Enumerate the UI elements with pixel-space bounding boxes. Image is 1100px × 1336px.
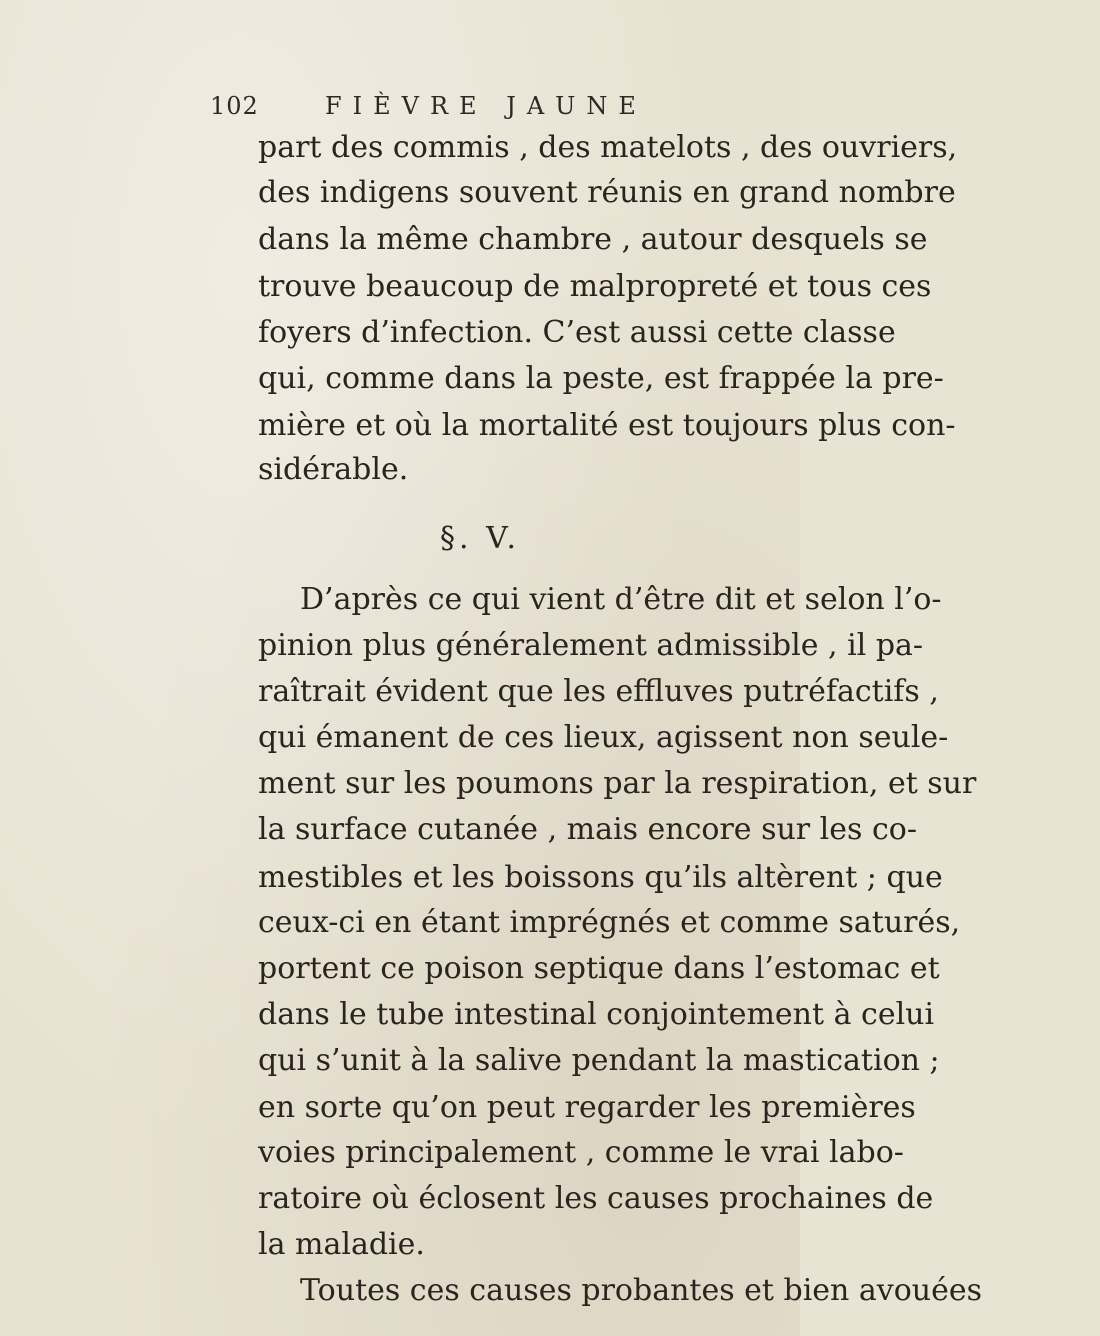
text-line: ratoire où éclosent les causes prochaines de xyxy=(258,1180,934,1216)
text-line: qui émanent de ces lieux, agissent non seule- xyxy=(258,719,949,755)
running-title: FIÈVRE JAUNE xyxy=(325,92,647,120)
section-heading: §. V. xyxy=(440,521,521,557)
text-line: pinion plus généralement admissible , il pa- xyxy=(258,627,924,663)
text-line: qui, comme dans la peste, est frappée la pre- xyxy=(258,360,944,396)
text-line: trouve beaucoup de malpropreté et tous ces xyxy=(258,268,932,304)
page-header xyxy=(210,92,647,132)
page-number: 102 xyxy=(210,92,259,120)
text-line: la surface cutanée , mais encore sur les co- xyxy=(258,812,917,848)
text-line: raîtrait évident que les effluves putréfactifs , xyxy=(258,674,939,710)
text-line: dans le tube intestinal conjointement à celui xyxy=(258,997,935,1033)
text-line: portent ce poison septique dans l’estomac et xyxy=(258,950,940,986)
text-line: ment sur les poumons par la respiration, et sur xyxy=(258,766,977,802)
text-line: foyers d’infection. C’est aussi cette classe xyxy=(258,315,896,351)
text-line: mière et où la mortalité est toujours plus con- xyxy=(258,408,956,444)
text-line: voies principalement , comme le vrai labo- xyxy=(258,1135,904,1171)
text-line: qui s’unit à la salive pendant la mastication ; xyxy=(258,1042,940,1078)
text-line: des indigens souvent réunis en grand nombre xyxy=(258,174,956,210)
text-line: dans la même chambre , autour desquels se xyxy=(258,222,928,258)
text-line: part des commis , des matelots , des ouvriers, xyxy=(258,130,958,165)
text-line: la maladie. xyxy=(258,1227,425,1263)
text-line: en sorte qu’on peut regarder les premières xyxy=(258,1089,916,1125)
text-line: ceux-ci en étant imprégnés et comme saturés, xyxy=(258,905,961,941)
text-line: mestibles et les boissons qu’ils altèrent ; que xyxy=(258,859,943,895)
text-line: D’après ce qui vient d’être dit et selon l’o- xyxy=(300,582,942,618)
text-line: Toutes ces causes probantes et bien avouées xyxy=(300,1273,983,1308)
text-line: sidérable. xyxy=(258,452,409,488)
